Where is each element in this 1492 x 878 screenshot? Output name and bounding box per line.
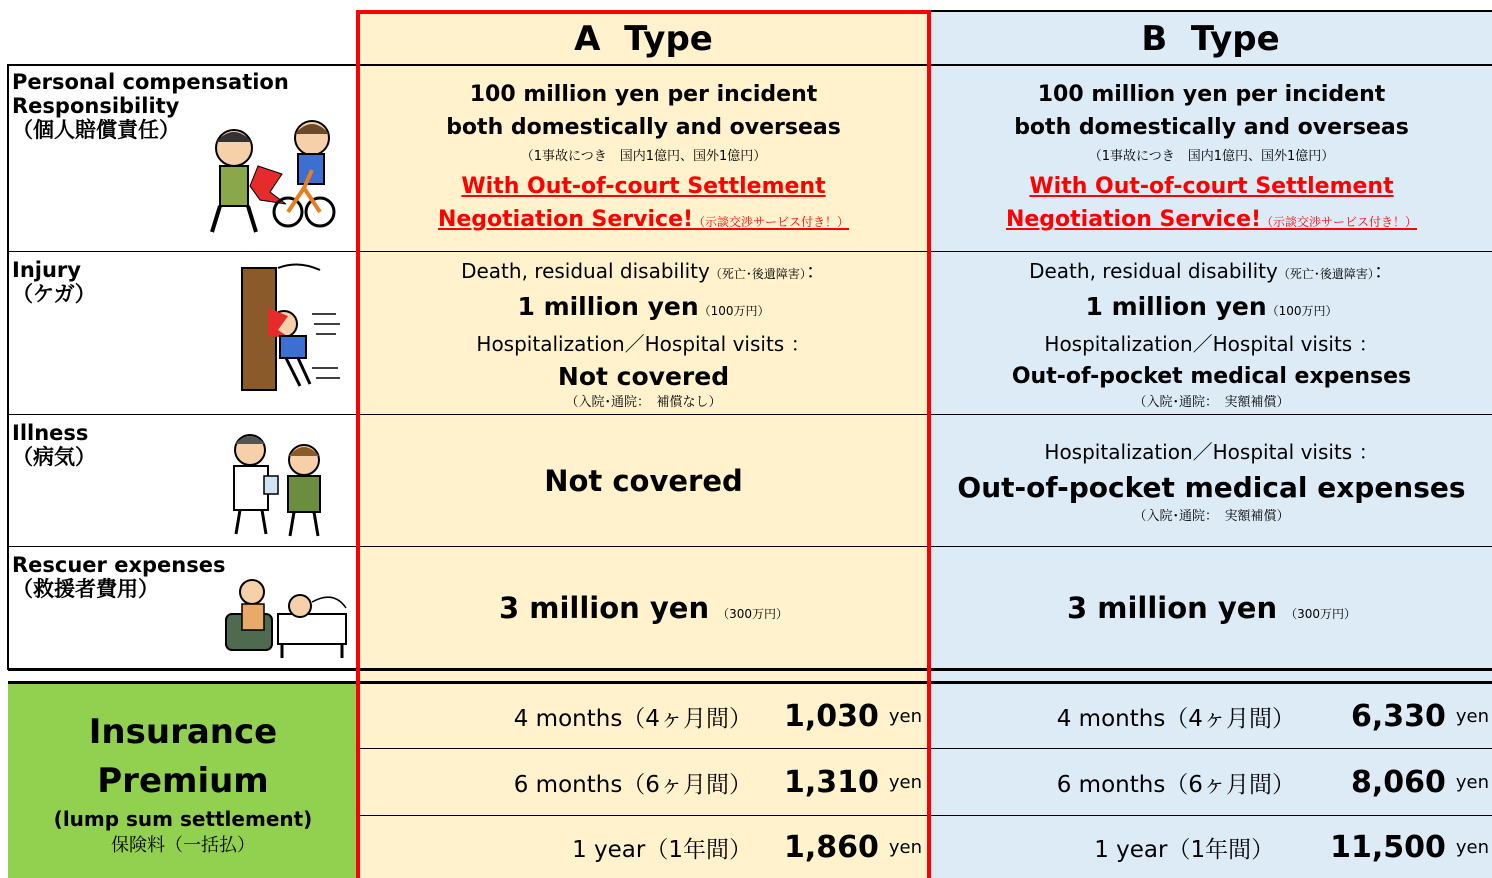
a-injury-line1-end: ： <box>805 258 826 283</box>
b-personal-line1: 100 million yen per incident <box>1037 81 1386 107</box>
b-rescuer-line1 <box>1067 591 1356 625</box>
a-personal-line1: 100 million yen per incident <box>469 81 818 107</box>
a-personal-line5 <box>438 203 849 239</box>
b-illness-line2: Out-of-pocket medical expenses <box>957 470 1466 504</box>
row-label-illness <box>12 421 212 469</box>
cell-b-rescuer <box>931 548 1492 668</box>
cell-a-illness <box>362 416 925 545</box>
a-injury-line2-main: 1 million yen <box>517 291 699 321</box>
hospital-bed-visitor-illustration-icon <box>222 574 350 660</box>
row-label-rescuer-line2: （救援者費用） <box>12 577 159 601</box>
a-injury-line3: Hospitalization／Hospital visits ： <box>476 331 811 356</box>
a-injury-line2 <box>517 290 769 328</box>
price-b-row3-term: 1 year（1年間） <box>1094 837 1275 863</box>
b-personal-line3: （1事故につき 国内1億円、国外1億円） <box>1088 148 1335 164</box>
row-label-injury-line2: （ケガ） <box>12 282 96 306</box>
b-rescuer-main: 3 million yen <box>1066 591 1278 625</box>
a-personal-line4: With Out-of-court Settlement <box>461 173 826 199</box>
price-a-row2 <box>362 750 922 815</box>
price-b-row3-unit: yen <box>1455 837 1489 858</box>
cell-a-personal <box>362 66 925 250</box>
a-injury-line2-small: （100万円） <box>698 303 770 318</box>
price-a-row2-value: 1,310 <box>783 765 879 800</box>
premium-label <box>8 690 358 876</box>
price-a-row1-term: 4 months（4ヶ月間） <box>513 705 752 732</box>
a-rescuer-main: 3 million yen <box>498 591 710 625</box>
cell-b-illness <box>931 416 1492 545</box>
row-label-personal-line3: （個人賠償責任） <box>12 118 180 142</box>
price-b-row1-unit: yen <box>1455 705 1489 727</box>
price-b-row1 <box>931 684 1489 748</box>
b-injury-line2-main: 1 million yen <box>1085 291 1267 321</box>
a-rescuer-small: （300万円） <box>717 607 789 621</box>
a-injury-line4: Not covered <box>557 361 730 391</box>
b-personal-line5-main: Negotiation Service! <box>1005 206 1262 232</box>
premium-label-line2: Premium <box>97 761 269 801</box>
b-injury-line5: （入院･通院： 実額補償） <box>1133 394 1290 410</box>
b-injury-line2-small: （100万円） <box>1266 303 1338 318</box>
a-rescuer-line1 <box>499 591 788 625</box>
row-label-personal-line1: Personal compensation <box>12 70 289 94</box>
price-a-row2-term: 6 months（6ヶ月間） <box>513 772 752 798</box>
grid-left-line <box>7 64 9 670</box>
row-label-illness-line2: （病気） <box>12 445 96 469</box>
header-a-type: A Type <box>574 19 713 59</box>
b-injury-line1-main: Death, residual disability <box>1029 258 1278 283</box>
skier-tree-crash-illustration-icon <box>228 258 346 392</box>
price-b-row2 <box>931 750 1489 815</box>
a-personal-line2: both domestically and overseas <box>446 114 841 140</box>
price-a-row1 <box>362 684 922 748</box>
a-injury-line1-main: Death, residual disability <box>461 258 710 283</box>
b-injury-line1-small: （死亡･後遺障害） <box>1277 266 1374 281</box>
row-label-personal-line2: Responsibility <box>12 94 180 118</box>
header-b-type: B Type <box>1141 19 1280 59</box>
price-b-row3 <box>931 817 1489 878</box>
price-a-row3-unit: yen <box>888 837 922 858</box>
cell-a-injury <box>362 253 925 413</box>
price-a-row1-value: 1,030 <box>783 698 879 734</box>
premium-label-line1: Insurance <box>88 712 278 752</box>
price-b-row1-term: 4 months（4ヶ月間） <box>1056 705 1295 732</box>
b-injury-line1 <box>1029 255 1394 290</box>
price-b-row3-value: 11,500 <box>1330 830 1446 865</box>
b-illness-line1: Hospitalization／Hospital visits ： <box>1044 439 1379 464</box>
a-personal-line3: （1事故につき 国内1億円、国外1億円） <box>520 148 767 164</box>
b-personal-line2: both domestically and overseas <box>1014 114 1409 140</box>
b-personal-line5-small: （示談交渉サービス付き！） <box>1261 214 1418 229</box>
price-a-row3 <box>362 817 922 878</box>
price-b-row2-value: 8,060 <box>1350 765 1446 800</box>
cell-b-injury <box>931 253 1492 413</box>
price-b-row2-unit: yen <box>1455 772 1489 793</box>
b-injury-line3: Hospitalization／Hospital visits ： <box>1044 331 1379 356</box>
a-illness-line1: Not covered <box>544 463 743 498</box>
b-injury-line2 <box>1085 290 1337 328</box>
row-label-injury <box>12 258 212 306</box>
b-injury-line4: Out-of-pocket medical expenses <box>1011 363 1412 389</box>
a-personal-line5-main: Negotiation Service! <box>437 206 694 232</box>
b-personal-line4: With Out-of-court Settlement <box>1029 173 1394 199</box>
premium-label-line3: (lump sum settlement) <box>53 807 313 831</box>
a-personal-line5-small: （示談交渉サービス付き！） <box>693 214 850 229</box>
a-injury-line1-small: （死亡･後遺障害） <box>709 266 806 281</box>
price-b-row1-value: 6,330 <box>1350 698 1446 734</box>
a-injury-line5: （入院･通院： 補償なし） <box>565 394 722 410</box>
premium-label-line4: 保険料（一括払） <box>111 835 255 856</box>
cyclist-collision-illustration-icon <box>200 108 352 238</box>
cell-b-personal <box>931 66 1492 250</box>
b-injury-line1-end: ： <box>1373 258 1394 283</box>
price-b-row2-term: 6 months（6ヶ月間） <box>1056 772 1295 798</box>
a-injury-line1 <box>461 255 826 290</box>
b-illness-line3: （入院･通院： 実額補償） <box>1133 508 1290 524</box>
cell-a-rescuer <box>362 548 925 668</box>
price-a-row2-unit: yen <box>888 772 922 793</box>
price-a-row3-term: 1 year（1年間） <box>572 837 752 863</box>
row-label-rescuer-line1: Rescuer expenses <box>12 553 226 577</box>
b-personal-line5 <box>1006 203 1417 239</box>
row-label-illness-line1: Illness <box>12 421 89 445</box>
price-a-row1-unit: yen <box>888 705 922 727</box>
doctor-patient-illustration-icon <box>218 424 334 540</box>
b-rescuer-small: （300万円） <box>1285 607 1357 621</box>
price-a-row3-value: 1,860 <box>783 830 879 865</box>
row-label-injury-line1: Injury <box>12 258 81 282</box>
